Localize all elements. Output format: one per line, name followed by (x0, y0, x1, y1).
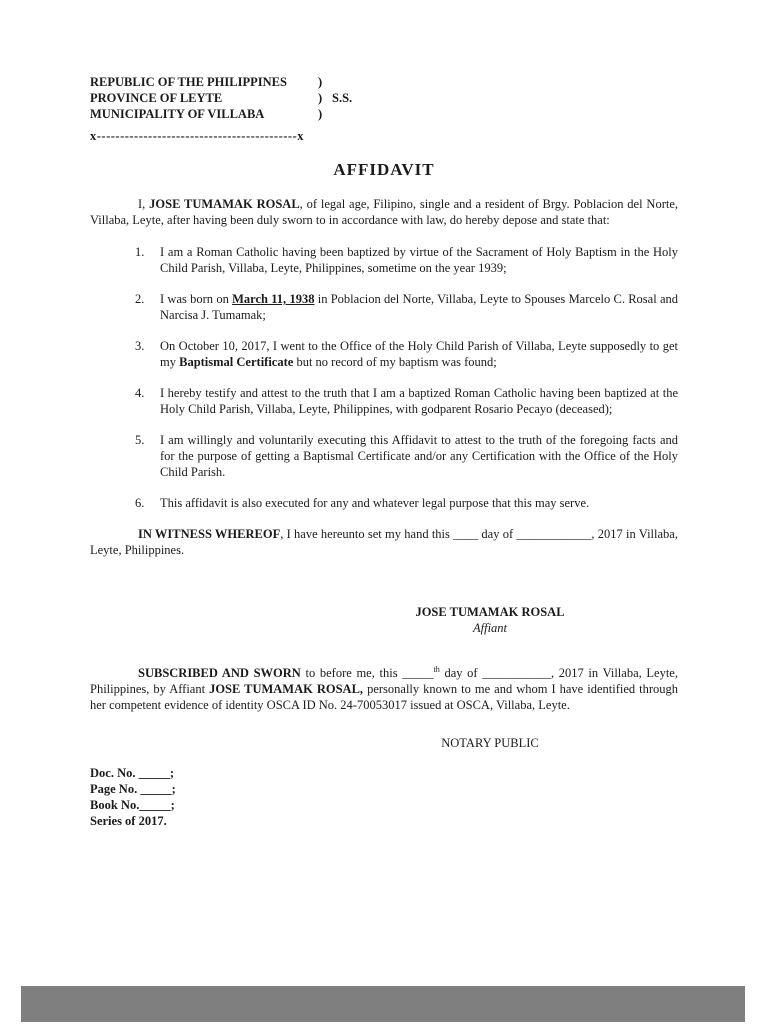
list-item (135, 244, 678, 276)
series-line: Series of 2017. (90, 814, 167, 829)
venue-bracket: ) (318, 75, 323, 89)
jurat-paragraph: SUBSCRIBED AND SWORN to before me, this _____$^{th}$ day of ___________, 2017 in Villaba, Leyte, Philippines, by Affiant JOSE TUMAMAK ROSAL, personally known to me and whom I have identified through her competent evidence of identity OSCA ID No. 24-70053017 issued at OSCA, Villaba, Leyte. (90, 665, 679, 713)
list-item (135, 385, 678, 417)
list-item-text: I was born on March 11, 1938 in Poblacion del Norte, Villaba, Leyte to Spouses Marcelo C. Rosal and Narcisa J. Tumamak; (160, 292, 679, 322)
venue-bracket: ) (318, 107, 323, 121)
venue-line-municipality (90, 106, 678, 122)
venue-label: REPUBLIC OF THE PHILIPPINES (90, 75, 287, 89)
opening-paragraph: I, JOSE TUMAMAK ROSAL, of legal age, Filipino, single and a resident of Brgy. Poblacion del Norte, Villaba, Leyte, after having been duly sworn to in accordance with law, do hereby depose and state that: (90, 197, 678, 227)
list-item-number: 4. (135, 386, 145, 400)
list-item-number: 3. (135, 339, 145, 353)
list-item (135, 338, 678, 370)
list-item-text: This affidavit is also executed for any and whatever legal purpose that this may serve. (160, 496, 590, 510)
affiant-signature-block (380, 604, 600, 636)
list-item-number: 5. (135, 433, 145, 447)
witness-paragraph: IN WITNESS WHEREOF, I have hereunto set my hand this ____ day of ____________, 2017 in Villaba, Leyte, Philippines. (90, 527, 678, 557)
venue-line-province (90, 90, 678, 106)
affiant-name: JOSE TUMAMAK ROSAL (415, 605, 565, 619)
list-item-number: 6. (135, 496, 145, 510)
list-item-number: 2. (135, 292, 145, 306)
notary-public-label: NOTARY PUBLIC (441, 736, 539, 751)
venue-label: MUNICIPALITY OF VILLABA (90, 107, 265, 121)
venue-label: PROVINCE OF LEYTE (90, 91, 223, 105)
notarial-register-block (90, 765, 678, 829)
list-item (135, 291, 678, 323)
statement-list (135, 244, 678, 511)
venue-line-republic (90, 74, 678, 90)
list-item-text: On October 10, 2017, I went to the Office of the Holy Child Parish of Villaba, Leyte supposedly to get my Baptismal Certificate but no record of my baptism was found; (160, 339, 678, 369)
list-item (135, 495, 678, 511)
venue-bracket: ) (318, 91, 323, 105)
venue-suffix: S.S. (332, 91, 353, 105)
page-no-line: Page No. _____; (90, 782, 176, 797)
document-title: AFFIDAVIT (333, 160, 435, 179)
list-item-text: I am willingly and voluntarily executing this Affidavit to attest to the truth of the foregoing facts and for the purpose of getting a Baptismal Certificate and/or any Certification with the Office of the Holy Child Parish. (160, 433, 678, 479)
list-item (135, 432, 678, 480)
scilicet-divider: x-------------------------------------------x (90, 129, 304, 143)
doc-no-line: Doc. No. _____; (90, 766, 175, 781)
book-no-line: Book No._____; (90, 798, 175, 813)
page-gap-background (21, 986, 745, 1022)
list-item-text: I am a Roman Catholic having been baptized by virtue of the Sacrament of Holy Baptism in the Holy Child Parish, Villaba, Leyte, Philippines, sometime on the year 1939; (160, 245, 678, 275)
venue-header (90, 74, 678, 144)
list-item-text: I hereby testify and attest to the truth that I am a baptized Roman Catholic having been baptized at the Holy Child Parish, Villaba, Leyte, Philippines, with godparent Rosario Pecayo (deceased); (160, 386, 678, 416)
list-item-number: 1. (135, 245, 145, 259)
affiant-role: Affiant (472, 621, 508, 635)
